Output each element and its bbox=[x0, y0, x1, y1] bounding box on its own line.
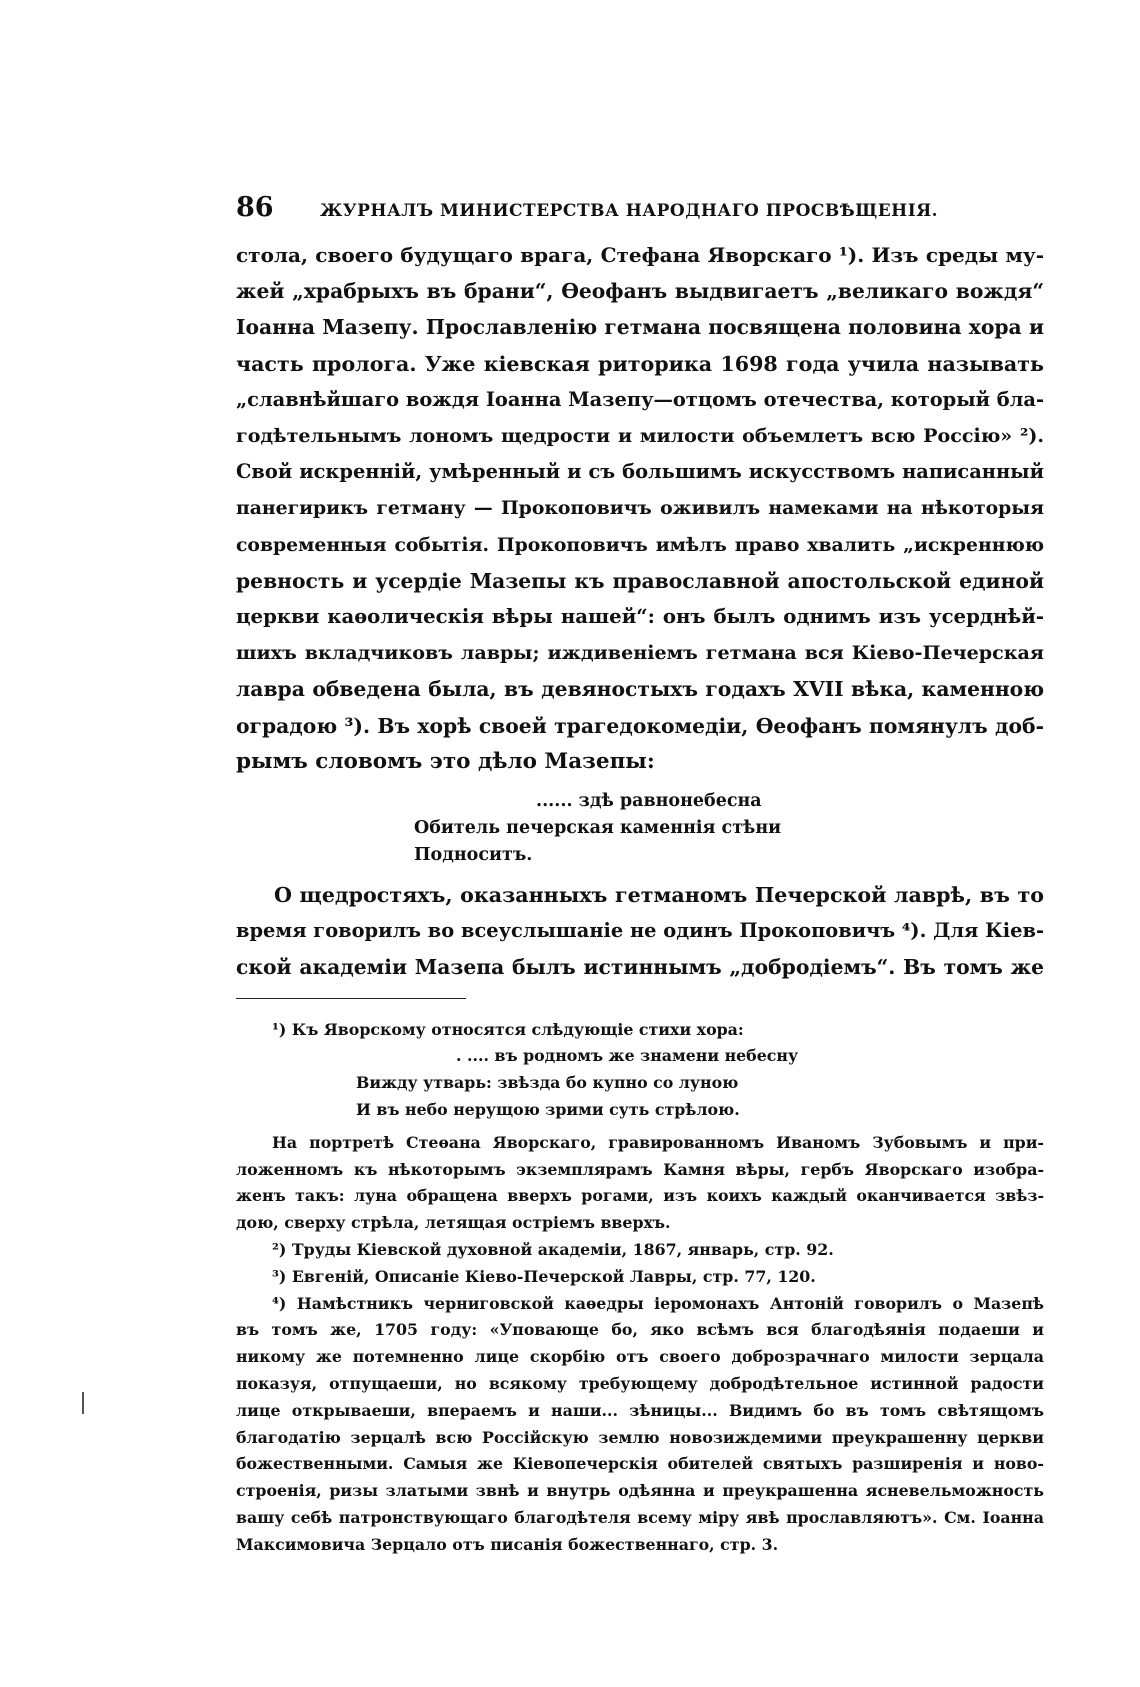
footnote-text-line: женъ такъ: луна обращена вверхъ рогами, изъ коихъ каждый оканчивается звѣз- bbox=[236, 1186, 1044, 1206]
verse-line: Обитель печерская каменнія стѣни bbox=[414, 818, 782, 839]
footnote-text-line: На портретѣ Стеѳана Яворскаго, гравированномъ Иваномъ Зубовымъ и при- bbox=[272, 1132, 1044, 1152]
document-page bbox=[236, 192, 1044, 1559]
text-line: лавра обведена была, въ девяностыхъ годахъ XVII вѣка, каменною bbox=[236, 677, 1044, 702]
footnote-verse-line: И въ небо нерущою зрими суть стрѣлою. bbox=[356, 1100, 740, 1120]
footnote-4-line: никому же потемненно лице скорбію отъ своего доброзрачнаго милости зерцала bbox=[236, 1347, 1044, 1367]
footnote-2: ²) Труды Кіевской духовной академіи, 1867, январь, стр. 92. bbox=[272, 1240, 834, 1260]
footnotes bbox=[236, 1017, 1044, 1559]
verse-line: Подноситъ. bbox=[414, 845, 533, 866]
text-line: современныя событія. Прокоповичъ имѣлъ право хвалить „искреннюю bbox=[236, 533, 1044, 556]
text-line: О щедростяхъ, оказанныхъ гетманомъ Печерской лаврѣ, въ то bbox=[274, 883, 1044, 908]
footnote-1: ¹) Къ Яворскому относятся слѣдующіе стихи хора: bbox=[272, 1019, 744, 1039]
footnote-verse-line: Вижду утварь: звѣзда бо купно со луною bbox=[356, 1073, 739, 1093]
footnote-4-line: благодатію зерцалѣ всю Россійскую землю новозиждемими преукрашенну церкви bbox=[236, 1427, 1044, 1447]
footnote-4-line: божественными. Самыя же Кіевопечерскія обителей святыхъ разширенія и ново- bbox=[236, 1454, 1044, 1474]
main-text bbox=[236, 237, 1044, 986]
running-title: ЖУРНАЛЪ МИНИСТЕРСТВА НАРОДНАГО ПРОСВѢЩЕНІЯ. bbox=[320, 201, 939, 221]
page-number: 86 bbox=[236, 192, 274, 223]
scan-mark bbox=[82, 1392, 84, 1414]
footnote-4-line: лице открываеши, впераемъ и наши... зѣницы... Видимъ бо въ томъ свѣтящомъ bbox=[236, 1400, 1044, 1420]
footnote-4-line: строенія, ризы златыми звнѣ и внутрь одѣянна и преукрашенна ясневельможность bbox=[236, 1481, 1044, 1501]
footnote-4-line: Максимовича Зерцало отъ писанія божественнаго, стр. 3. bbox=[236, 1534, 779, 1554]
verse-quote bbox=[236, 788, 1044, 869]
text-line: жей „храбрыхъ въ брани“, Ѳеофанъ выдвигаетъ „великаго вождя“ bbox=[236, 279, 1044, 304]
footnote-3: ³) Евгеній, Описаніе Кіево-Печерской Лавры, стр. 77, 120. bbox=[272, 1266, 816, 1286]
footnote-4-line: въ томъ же, 1705 году: «Уповающе бо, яко всѣмъ вся благодѣянія подаеши и bbox=[236, 1320, 1044, 1340]
footnote-4-line: ⁴) Намѣстникъ черниговской каѳедры іеромонахъ Антоній говорилъ о Мазепѣ bbox=[272, 1293, 1044, 1313]
page-header bbox=[236, 192, 1044, 223]
text-line: Свой искренній, умѣренный и съ большимъ искусствомъ написанный bbox=[236, 460, 1044, 484]
text-line: годѣтельнымъ лономъ щедрости и милости объемлетъ всю Россію» ²). bbox=[236, 424, 1044, 448]
text-line: ской академіи Мазепа былъ истиннымъ „добродіемъ“. Въ томъ же bbox=[236, 955, 1044, 980]
footnote-text-line: ложенномъ къ нѣкоторымъ экземплярамъ Камня вѣры, гербъ Яворскаго изобра- bbox=[236, 1159, 1044, 1179]
text-line: „славнѣйшаго вождя Іоанна Мазепу—отцомъ отечества, который бла- bbox=[236, 387, 1044, 411]
text-line: шихъ вкладчиковъ лавры; иждивеніемъ гетмана вся Кіево-Печерская bbox=[236, 641, 1044, 665]
footnote-text-line: дою, сверху стрѣла, летящая остріемъ вверхъ. bbox=[236, 1213, 671, 1233]
text-line: стола, своего будущаго врага, Стефана Яворскаго ¹). Изъ среды му- bbox=[236, 243, 1044, 267]
text-line: Іоанна Мазепу. Прославленію гетмана посвящена половина хора и bbox=[236, 315, 1044, 340]
footnote-verse-line: . .... въ родномъ же знамени небесну bbox=[456, 1046, 799, 1066]
footnote-4-line: вашу себѣ патронствующаго благодѣтеля всему міру явѣ прославляютъ». См. Іоанна bbox=[236, 1508, 1044, 1527]
text-line: время говорилъ во всеуслышаніе не одинъ Прокоповичъ ⁴). Для Кіев- bbox=[236, 919, 1044, 943]
footnote-4-line: показуя, отпущаеши, но всякому требующему добродѣтельное истинной радости bbox=[236, 1374, 1044, 1394]
footnote-divider bbox=[236, 998, 466, 999]
text-line: часть пролога. Уже кіевская риторика 1698 года учила называть bbox=[236, 351, 1044, 376]
verse-line: ...... здѣ равнонебесна bbox=[536, 791, 762, 812]
text-line: церкви каѳолическія вѣры нашей“: онъ былъ однимъ изъ усерднѣй- bbox=[236, 605, 1044, 629]
text-line: ревность и усердіе Мазепы къ православной апостольской единой bbox=[236, 568, 1044, 593]
text-line: рымъ словомъ это дѣло Мазепы: bbox=[236, 748, 655, 774]
text-line: панегирикъ гетману — Прокоповичъ оживилъ намеками на нѣкоторыя bbox=[236, 497, 1044, 520]
text-line: оградою ³). Въ хорѣ своей трагедокомедіи, Ѳеофанъ помянулъ доб- bbox=[236, 713, 1044, 738]
